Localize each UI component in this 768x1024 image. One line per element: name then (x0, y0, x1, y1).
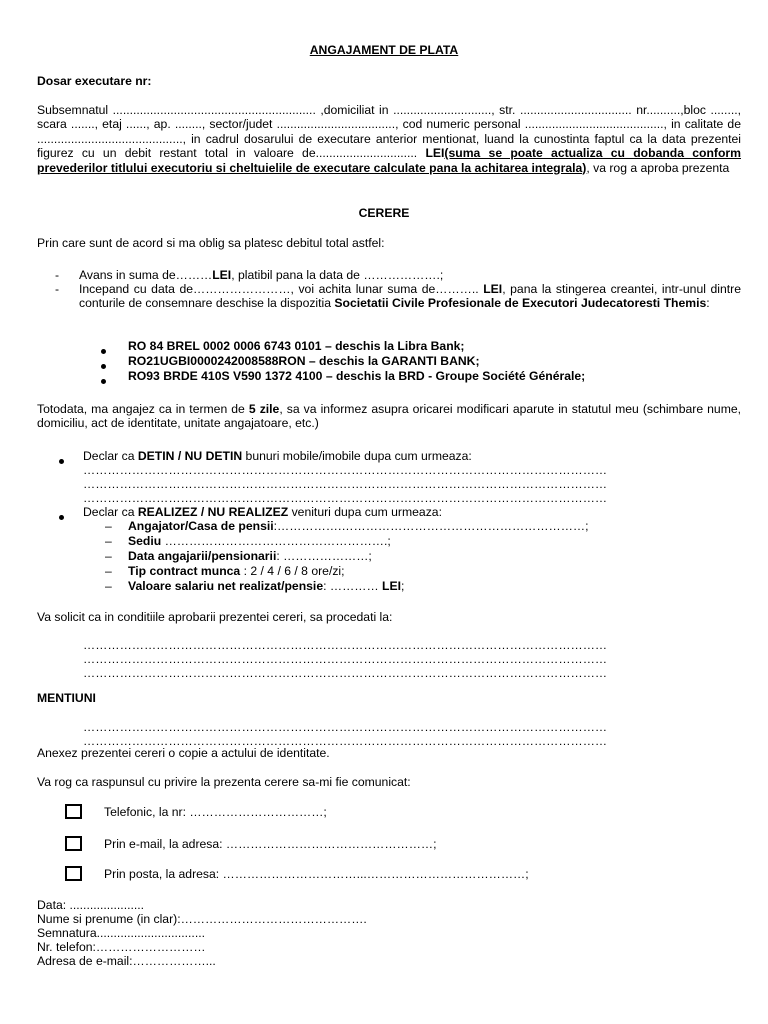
option-telefonic: Telefonic, la nr: ……………………………; (104, 805, 327, 819)
income-item: Valoare salariu net realizat/pensie: ………… LEI; (128, 579, 405, 593)
option-posta: Prin posta, la adresa: ……………………………...…………………………………; (104, 867, 529, 881)
dash-marker: – (105, 519, 112, 533)
footer-email: Adresa de e-mail:………………... (37, 954, 216, 968)
bullet-icon (101, 358, 106, 372)
bullet-icon (101, 373, 106, 387)
dash-marker: - (55, 268, 60, 282)
checkbox-telefonic[interactable] (65, 804, 82, 819)
account-item: RO21UGBI0000242008588RON – deschis la GARANTI BANK; (128, 354, 480, 368)
income-item: Tip contract munca : 2 / 4 / 6 / 8 ore/zi; (128, 564, 345, 578)
cerere-heading: CERERE (358, 206, 410, 220)
fill-line[interactable]: ………………………………………………………………………………………………………………… (83, 491, 608, 505)
bullet-icon (59, 453, 64, 467)
checkbox-email[interactable] (65, 836, 82, 851)
fill-line[interactable]: ………………………………………………………………………………………………………………… (83, 477, 608, 491)
dash-marker: - (55, 282, 60, 296)
intro-paragraph: Subsemnatul ............................................................ ,domiciliat in ............................., str. ................................. nr..........,bloc ........, scara ......., etaj ......, ap. ........, sector/judet ..................................., cod numeric personal ........................................., in calitate de ..........................................., in cadrul dosarului de executare anterior mentionat, luand la cunostinta faptul ca la data prezentei figurez cu un debit restant total in valoare de.............................. LEI(suma se poate actualiza cu dobanda conform prevederilor titlului executoriu si cheltuielile de executare calculate pana la achitarea integrala), va rog a aproba prezenta (37, 103, 741, 175)
anexez-text: Anexez prezentei cereri o copie a actului de identitate. (37, 746, 330, 760)
detin-line: Declar ca DETIN / NU DETIN bunuri mobile/imobile dupa cum urmeaza: (83, 449, 472, 463)
option-email: Prin e-mail, la adresa: ……………………………………………; (104, 837, 437, 851)
dash-marker: – (105, 534, 112, 548)
accord-text: Prin care sunt de acord si ma oblig sa platesc debitul total astfel: (37, 236, 385, 250)
footer-telefon: Nr. telefon:……………………… (37, 940, 206, 954)
dash-marker: – (105, 549, 112, 563)
fill-line[interactable]: ………………………………………………………………………………………………………………… (83, 638, 608, 652)
totodata-paragraph: Totodata, ma angajez ca in termen de 5 zile, sa va informez asupra oricarei modificari aparute in statutul meu (schimbare nume, domiciliu, act de identitate, unitate angajatoare, etc.) (37, 402, 742, 431)
monthly-payment-paragraph: Incepand cu data de……………………, voi achita lunar suma de……….. LEI, pana la stingerea creantei, intr-unul dintre conturile de consemnare deschise la dispozitia Societatii Civile Profesionale de Executori Judecatoresti Themis: (79, 282, 741, 311)
income-item: Data angajarii/pensionarii: …………………; (128, 549, 372, 563)
income-item: Angajator/Casa de pensii:…………….……………………………………………………; (128, 519, 589, 533)
fill-line[interactable]: ………………………………………………………………………………………………………………… (83, 666, 608, 680)
dash-marker: – (105, 564, 112, 578)
checkbox-posta[interactable] (65, 866, 82, 881)
bullet-icon (101, 343, 106, 357)
footer-semnatura: Semnatura................................ (37, 926, 205, 940)
footer-nume: Nume si prenume (in clar):………………………………………. (37, 912, 367, 926)
income-item: Sediu ……………………………………………….; (128, 534, 391, 548)
account-item: RO93 BRDE 410S V590 1372 4100 – deschis la BRD - Groupe Société Générale; (128, 369, 586, 383)
fill-line[interactable]: ………………………………………………………………………………………………………………… (83, 652, 608, 666)
solicit-text: Va solicit ca in conditiile aprobarii prezentei cereri, sa procedati la: (37, 610, 393, 624)
footer-data: Data: ...................... (37, 898, 145, 912)
account-item: RO 84 BREL 0002 0006 6743 0101 – deschis la Libra Bank; (128, 339, 465, 353)
document-title: ANGAJAMENT DE PLATA (309, 43, 459, 57)
fill-line[interactable]: ………………………………………………………………………………………………………………… (83, 720, 608, 734)
dosar-label: Dosar executare nr: (37, 74, 152, 88)
bullet-icon (59, 509, 64, 523)
dash-marker: – (105, 579, 112, 593)
fill-line[interactable]: ………………………………………………………………………………………………………………… (83, 463, 608, 477)
raspuns-text: Va rog ca raspunsul cu privire la prezenta cerere sa-mi fie comunicat: (37, 775, 411, 789)
fill-line[interactable]: ………………………………………………………………………………………………………………… (83, 734, 608, 748)
avans-line: Avans in suma de………LEI, platibil pana la data de ……………….; (79, 268, 444, 282)
mentiuni-heading: MENTIUNI (37, 691, 96, 705)
realizez-line: Declar ca REALIZEZ / NU REALIZEZ venituri dupa cum urmeaza: (83, 505, 442, 519)
